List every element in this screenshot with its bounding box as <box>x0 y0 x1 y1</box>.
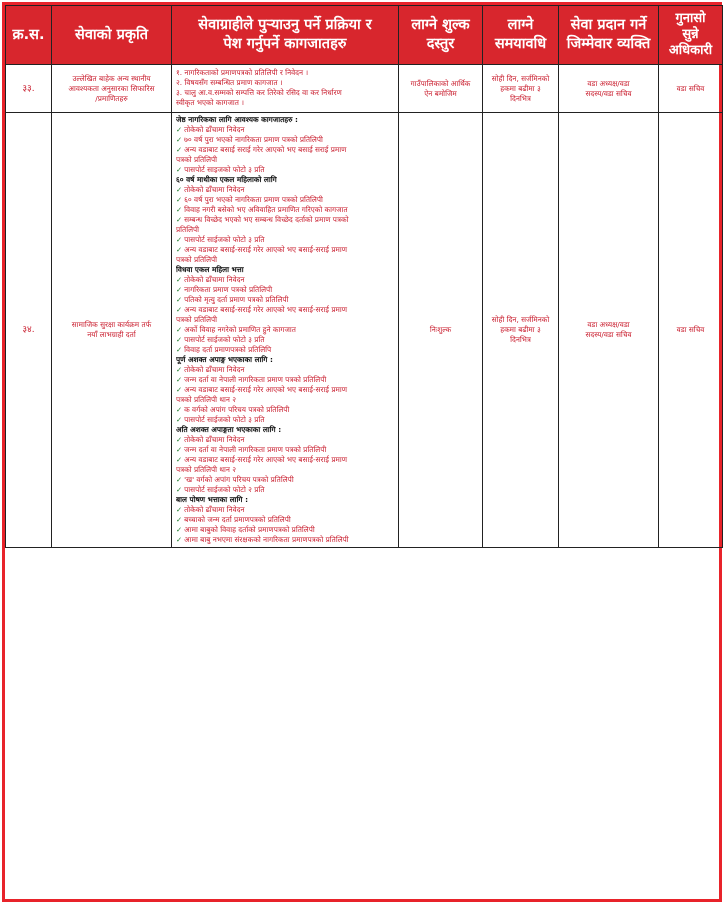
header-duration: लाग्ने समयावधि <box>483 6 559 65</box>
checklist-item: ✓ आमा बाबुको विवाह दर्ताको प्रमाणपत्रको प्रतिलिपी <box>176 525 395 535</box>
table-row <box>6 65 723 113</box>
checklist-item-continued: पत्रको प्रतिलिपी थान २ <box>176 395 237 404</box>
checklist-item: ✓ पासपोर्ट साइजको फोटो ३ प्रति <box>176 165 395 175</box>
checklist-item: ✓ सम्बन्ध विच्छेद भएको भए सम्बन्ध विच्छेद दर्ताको प्रमाण पत्रको <box>176 215 395 225</box>
row34-documents <box>172 113 399 548</box>
checklist-item: ✓ बच्चाको जन्म दर्ता प्रमाणपत्रको प्रतिलिपी <box>176 515 395 525</box>
row33-grievance: वडा सचिव <box>659 65 723 113</box>
checklist-item: ✓ अन्य वडाबाट बसाई-सराई गरेर आएको भए बसाई-सराई प्रमाण <box>176 245 395 255</box>
header-grievance: गुनासो सुन्ने अधिकारी <box>659 6 723 65</box>
checklist-item-continued: पत्रको प्रतिलिपी <box>176 315 218 324</box>
table-row <box>6 113 723 548</box>
row34-serial: ३४. <box>6 113 52 548</box>
checklist-item: ✓ पासपोर्ट साईजको फोटो ३ प्रति <box>176 235 395 245</box>
checklist-item: ✓ ७० वर्ष पुरा भएको नागरिकता प्रमाण पत्रको प्रतिलिपी <box>176 135 395 145</box>
row34-nature: सामाजिक सुरक्षा कार्यक्रम तर्फ नयाँ लाभग्राही दर्ता <box>52 113 172 548</box>
checklist-item: ✓ पासपोर्ट साईजको फोटो २ प्रति <box>176 485 395 495</box>
section-heading: विधवा एकल महिला भत्ता <box>176 265 244 274</box>
header-fee: लाग्ने शुल्क दस्तुर <box>399 6 483 65</box>
checklist-item: ✓ तोकेको ढाँचामा निवेदन <box>176 125 395 135</box>
checklist-item: ✓ विवाह दर्ता प्रमाणपत्रको प्रतिलिपि <box>176 345 395 355</box>
section-heading: अति अशक्त अपाङ्गता भएकाका लागि : <box>176 425 282 434</box>
checklist-item: ✓ अर्को विवाह नगरेको प्रमाणित हुने कागजात <box>176 325 395 335</box>
header-row <box>6 6 723 65</box>
checklist-item: ✓ तोकेको ढाँचामा निवेदन <box>176 275 395 285</box>
header-serial: क्र.स. <box>6 6 52 65</box>
checklist-item: ✓ अन्य वडाबाट बसाई-सराई गरेर आएको भए बसाई-सराई प्रमाण <box>176 305 395 315</box>
checklist-item: ✓ तोकेको ढाँचामा निवेदन <box>176 435 395 445</box>
checklist-item: ✓ आमा बाबु नभएमा संरक्षकको नागरिकता प्रमाणपत्रको प्रतिलिपी <box>176 535 395 545</box>
checklist-item: ✓ जन्म दर्ता वा नेपाली नागरिकता प्रमाण पत्रको प्रतिलिपी <box>176 375 395 385</box>
checklist-item: ✓ तोकेको ढाँचामा निवेदन <box>176 365 395 375</box>
section-heading: बाल पोषण भत्ताका लागि : <box>176 495 249 504</box>
checklist-item: ✓ पासपोर्ट साईजको फोटो ३ प्रति <box>176 415 395 425</box>
checklist-item: ✓ 'ख' वर्गको अपांग परिचय पत्रको प्रतिलिपी <box>176 475 395 485</box>
checklist-item: ✓ विवाह नगरी बसेको भए अविवाहित प्रमाणित गरिएको कागजात <box>176 205 395 215</box>
checklist-item: ✓ अन्य वडाबाट बसाई सराई गरेर आएको भए बसाई सराई प्रमाण <box>176 145 395 155</box>
checklist-item: ✓ अन्य वडाबाट बसाई-सराई गरेर आएको भए बसाई-सराई प्रमाण <box>176 385 395 395</box>
checklist-item: ✓ क वर्गको अपांग परिचय पत्रको प्रतिलिपी <box>176 405 395 415</box>
checklist-item: ✓ पतिको मृत्यु दर्ता प्रमाण पत्रको प्रतिलिपी <box>176 295 395 305</box>
row34-fee: निःशुल्क <box>399 113 483 548</box>
service-table <box>5 5 723 548</box>
checklist-item: ✓ अन्य वडाबाट बसाई-सराई गरेर आएको भए बसाई-सराई प्रमाण <box>176 455 395 465</box>
header-service-nature: सेवाको प्रकृति <box>52 6 172 65</box>
row34-responsible: वडा अध्यक्ष/वडा सदस्य/वडा सचिव <box>559 113 659 548</box>
header-documents: सेवाग्राहीले पुऱ्याउनु पर्ने प्रक्रिया र पेश गर्नुपर्ने कागजातहरु <box>172 6 399 65</box>
checklist-item-continued: पत्रको प्रतिलिपी <box>176 155 218 164</box>
checklist-item: ✓ ६० वर्ष पुरा भएको नागरिकता प्रमाण पत्रको प्रतिलिपी <box>176 195 395 205</box>
checklist-item: ✓ पासपोर्ट साईजको फोटो ३ प्रति <box>176 335 395 345</box>
checklist-item-continued: प्रतिलिपी <box>176 225 200 234</box>
row33-responsible: वडा अध्यक्ष/वडा सदस्य/वडा सचिव <box>559 65 659 113</box>
row34-duration: सोही दिन, सर्जमिनको हकमा बढीमा ३ दिनभित्र <box>483 113 559 548</box>
row33-fee: गाउँपालिकाको आर्थिक ऐन बमोजिम <box>399 65 483 113</box>
checklist-item: ✓ तोकेको ढाँचामा निवेदन <box>176 185 395 195</box>
row33-documents: १. नागरिकताको प्रमाणपत्रको प्रतिलिपी र निवेदन । २. विषयसँग सम्बन्धित प्रमाण कागजात । ३. चालु आ.व.सम्मको सम्पत्ति कर तिरेको रसिद वा कर निर्धारण स्वीकृत भएको कागजात । <box>172 65 399 113</box>
header-responsible: सेवा प्रदान गर्ने जिम्मेवार व्यक्ति <box>559 6 659 65</box>
section-heading: पूर्ण अशक्त अपाङ्ग भएकाका लागि : <box>176 355 273 364</box>
checklist-item: ✓ जन्म दर्ता वा नेपाली नागरिकता प्रमाण पत्रको प्रतिलिपी <box>176 445 395 455</box>
checklist-item-continued: पत्रको प्रतिलिपी <box>176 255 218 264</box>
row33-serial: ३३. <box>6 65 52 113</box>
section-heading: जेष्ठ नागरिकका लागि आवश्यक कागजातहरु : <box>176 115 298 124</box>
row33-nature: उल्लेखित बाहेक अन्य स्थानीय आवश्यकता अनुसारका सिफारिस /प्रमाणितहरु <box>52 65 172 113</box>
checklist-item: ✓ तोकेको ढाँचामा निवेदन <box>176 505 395 515</box>
checklist-item-continued: पत्रको प्रतिलिपी थान २ <box>176 465 237 474</box>
section-heading: ६० वर्ष माथीका एकल महिलाको लागि <box>176 175 277 184</box>
row34-grievance: वडा सचिव <box>659 113 723 548</box>
row33-duration: सोही दिन, सर्जमिनको हकमा बढीमा ३ दिनभित्र <box>483 65 559 113</box>
checklist-item: ✓ नागरिकता प्रमाण पत्रको प्रतिलिपी <box>176 285 395 295</box>
